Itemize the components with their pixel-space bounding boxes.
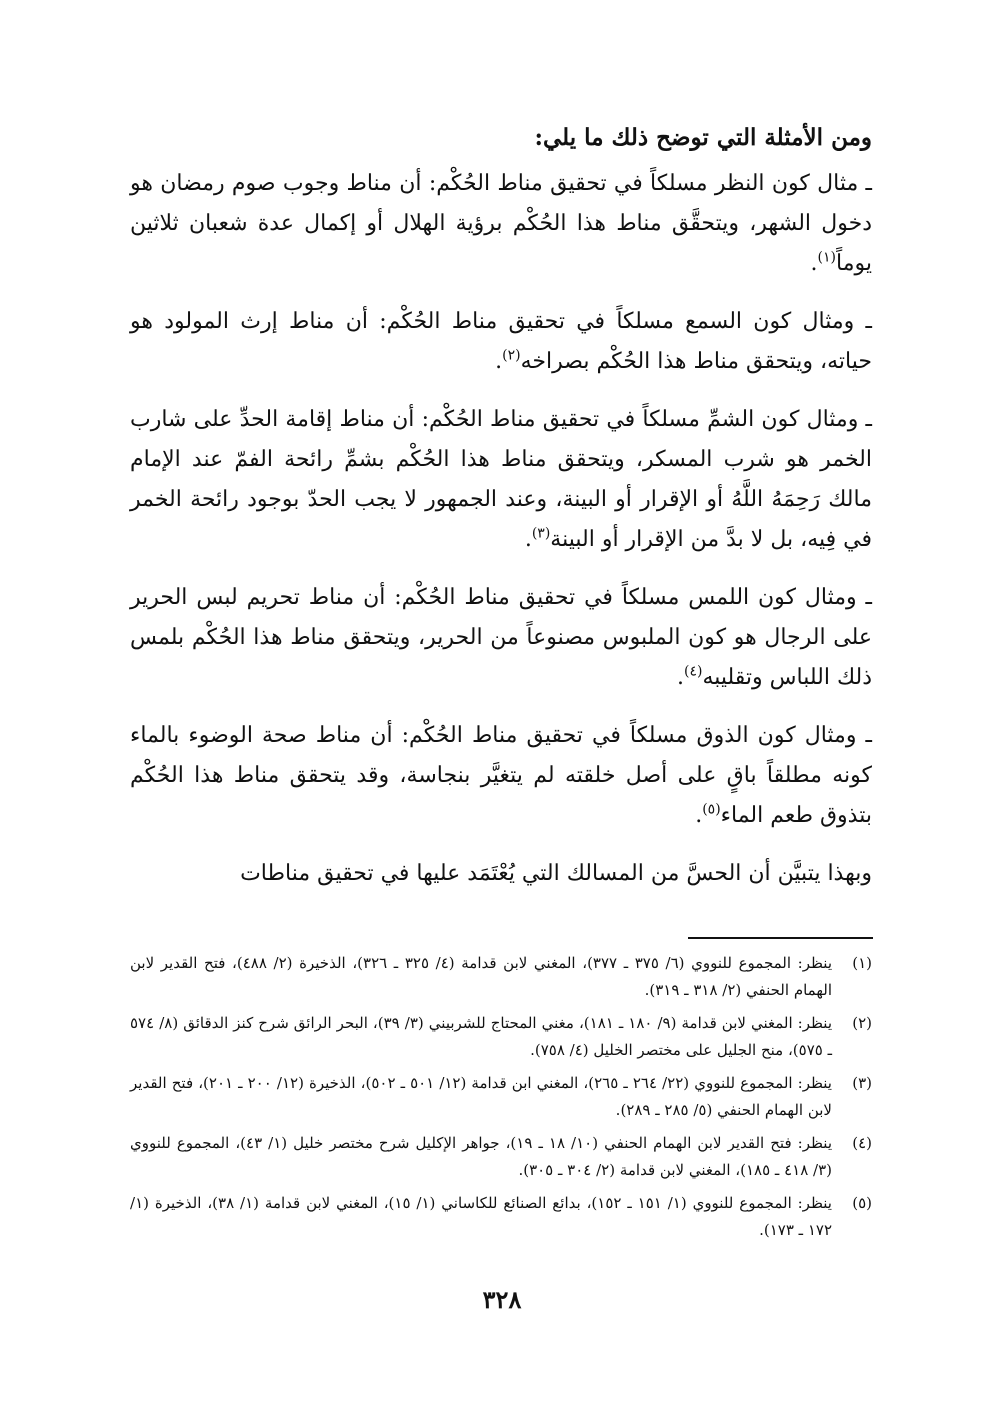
footnote-divider: [688, 937, 873, 939]
paragraph-touch-example: [130, 578, 872, 698]
footnote-5: [130, 1190, 872, 1244]
page-number: ٣٢٨: [482, 1285, 522, 1314]
paragraph-text: ـ ومثال كون الذوق مسلكاً في تحقيق مناط الحُكْم: أن مناط صحة الوضوء بالماء كونه مطلقاً باقٍ على أصل خلقته لم يتغيَّر بنجاسة، وقد يتحقق مناط هذا الحُكْم بتذوق طعم الماء: [130, 723, 872, 828]
section-heading: ومن الأمثلة التي توضح ذلك ما يلي:: [534, 124, 872, 151]
footnote-number: (٣): [852, 1074, 872, 1092]
paragraph-conclusion: [130, 854, 872, 894]
paragraph-taste-example: [130, 716, 872, 836]
footnotes: [130, 950, 872, 1250]
footnote-number: (٤): [852, 1134, 872, 1152]
footnote-2: [130, 1010, 872, 1064]
footnote-ref-4[interactable]: (٤): [683, 663, 703, 680]
paragraph-tail: .: [695, 803, 703, 828]
main-text: [130, 118, 872, 894]
footnote-ref-2[interactable]: (٢): [502, 347, 521, 364]
paragraph-hearing-example: [130, 302, 872, 382]
footnote-number: (١): [852, 954, 872, 972]
paragraph-tail: .: [810, 251, 818, 276]
footnote-number: (٥): [852, 1194, 872, 1212]
paragraph-tail: .: [524, 527, 532, 552]
paragraph-tail: .: [676, 665, 684, 690]
footnote-ref-3[interactable]: (٣): [531, 525, 551, 542]
paragraph-text: ـ مثال كون النظر مسلكاً في تحقيق مناط الحُكْم: أن مناط وجوب صوم رمضان هو دخول الشهر، ويتحقَّق مناط هذا الحُكْم برؤية الهلال أو إكمال عدة شعبان ثلاثين يوماً: [130, 171, 872, 276]
footnote-number: (٢): [852, 1014, 872, 1032]
footnote-text: ينظر: المغني لابن قدامة (٩/ ١٨٠ ـ ١٨١)، مغني المحتاج للشربيني (٣/ ٣٩)، البحر الرائق شرح كنز الدقائق (٨/ ٥٧٤ ـ ٥٧٥)، منح الجليل على مختصر الخليل (٤/ ٧٥٨).: [130, 1014, 833, 1059]
footnote-ref-5[interactable]: (٥): [702, 801, 721, 818]
paragraph-text: وبهذا يتبيَّن أن الحسَّ من المسالك التي يُعْتَمَد عليها في تحقيق مناطات: [240, 861, 872, 886]
footnote-text: ينظر: المجموع للنووي (٦/ ٣٧٥ ـ ٣٧٧)، المغني لابن قدامة (٤/ ٣٢٥ ـ ٣٢٦)، الذخيرة (٢/ ٤٨٨)، فتح القدير لابن الهمام الحنفي (٢/ ٣١٨ ـ ٣١٩).: [130, 954, 832, 999]
paragraph-text: ـ ومثال كون اللمس مسلكاً في تحقيق مناط الحُكْم: أن مناط تحريم لبس الحرير على الرجال هو كون الملبوس مصنوعاً من الحرير، ويتحقق مناط هذا الحُكْم بلمس ذلك اللباس وتقليبه: [130, 585, 872, 690]
footnote-ref-1[interactable]: (١): [817, 249, 837, 266]
paragraph-smell-example: [130, 400, 872, 560]
paragraph-text: ـ ومثال كون الشمِّ مسلكاً في تحقيق مناط الحُكْم: أن مناط إقامة الحدِّ على شارب الخمر هو شرب المسكر، ويتحقق مناط هذا الحُكْم بشمِّ رائحة الفمّ عند الإمام مالك رَحِمَهُ اللَّهُ أو الإقرار أو البينة، وعند الجمهور لا يجب الحدّ بوجود رائحة الخمر في فِيه، بل لا بدَّ من الإقرار أو البينة: [130, 407, 872, 552]
footnote-text: ينظر: المجموع للنووي (١/ ١٥١ ـ ١٥٢)، بدائع الصنائع للكاساني (١/ ١٥)، المغني لابن قدامة (١/ ٣٨)، الذخيرة (١/ ١٧٢ ـ ١٧٣).: [130, 1194, 832, 1239]
footnote-text: ينظر: المجموع للنووي (٢٢/ ٢٦٤ ـ ٢٦٥)، المغني ابن قدامة (١٢/ ٥٠١ ـ ٥٠٢)، الذخيرة (١٢/ ٢٠٠ ـ ٢٠١)، فتح القدير لابن الهمام الحنفي (٥/ ٢٨٥ ـ ٢٨٩).: [130, 1074, 832, 1119]
footnote-4: [130, 1130, 872, 1184]
footnote-1: [130, 950, 872, 1004]
paragraph-text: ـ ومثال كون السمع مسلكاً في تحقيق مناط الحُكْم: أن مناط إرث المولود هو حياته، ويتحقق مناط هذا الحُكْم بصراخه: [130, 309, 872, 374]
paragraph-sight-example: [130, 164, 872, 284]
paragraph-tail: .: [495, 349, 503, 374]
footnote-3: [130, 1070, 872, 1124]
footnote-text: ينظر: فتح القدير لابن الهمام الحنفي (١٠/ ١٨ ـ ١٩)، جواهر الإكليل شرح مختصر خليل (١/ ٤٣)، المجموع للنووي (٣/ ٤١٨ ـ ١٨٥)، المغني لابن قدامة (٢/ ٣٠٤ ـ ٣٠٥).: [130, 1134, 832, 1179]
